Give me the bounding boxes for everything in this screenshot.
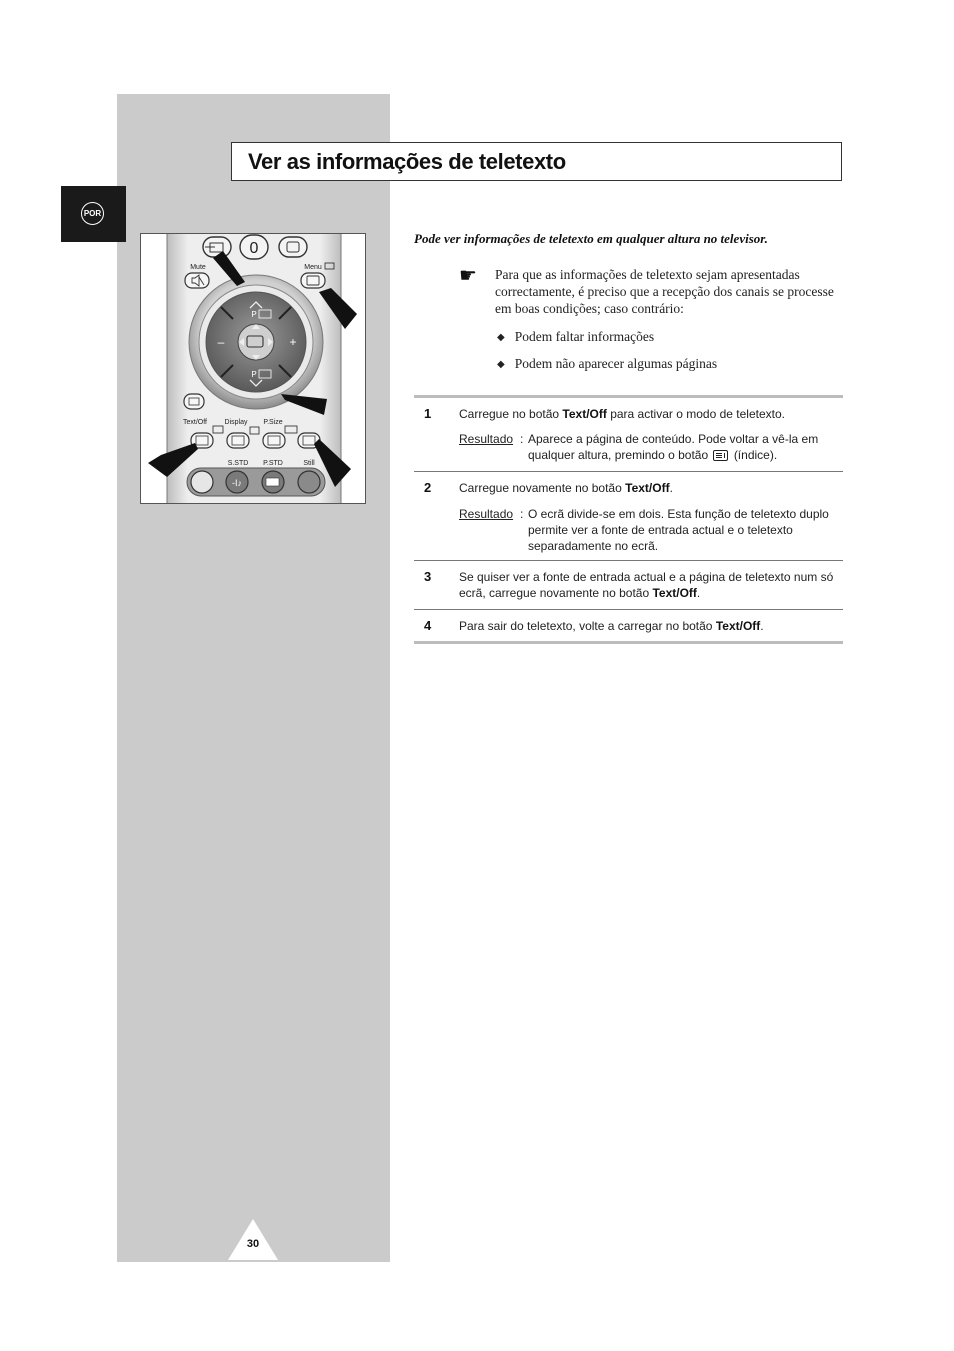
svg-text:-I♪: -I♪	[232, 478, 242, 488]
result-colon: :	[520, 507, 524, 521]
mute-button	[185, 273, 209, 288]
page-title: Ver as informações de teletexto	[248, 149, 566, 174]
mute-label: Mute	[190, 264, 206, 271]
remote-control-svg	[141, 234, 366, 504]
intro-text: Pode ver informações de teletexto em qualquer altura no televisor.	[414, 231, 768, 246]
zero-button-label: 0	[249, 240, 259, 257]
title-box	[231, 142, 842, 181]
psize-button	[263, 433, 285, 448]
display-button	[227, 433, 249, 448]
step-number: 1	[424, 406, 432, 421]
pointing-hand-icon: ☛	[459, 265, 477, 287]
remote-illustration	[140, 233, 366, 504]
sstd-label: S.STD	[227, 460, 249, 467]
step-text: Se quiser ver a fonte de entrada actual e a página de teletexto num só ecrã, carregue novamente no botão Text/Off.	[459, 570, 834, 600]
table-top-rule	[414, 395, 843, 398]
row-divider	[414, 609, 843, 610]
diamond-bullet-icon: ◆	[497, 332, 505, 343]
pstd-label: P.STD	[263, 460, 283, 467]
note-text: Para que as informações de teletexto sejam apresentadas correctamente, é preciso que a recepção dos canais se processe em boas condições; caso contrário:	[495, 267, 834, 316]
textoff-label: Text/Off	[183, 419, 207, 426]
step-number: 3	[424, 569, 432, 584]
note-bullet: ◆ Podem não aparecer algumas páginas	[497, 356, 718, 371]
result-label: Resultado	[459, 432, 514, 446]
language-badge: POR	[81, 202, 104, 225]
result-label: Resultado	[459, 507, 514, 521]
step-text: Carregue novamente no botão Text/Off.	[459, 481, 673, 495]
row-divider	[414, 471, 843, 472]
row-divider	[414, 560, 843, 561]
step-number: 2	[424, 480, 432, 495]
step-number: 4	[424, 618, 432, 633]
step-text: Carregue no botão Text/Off para activar o modo de teletexto.	[459, 407, 785, 421]
note-bullet: ◆ Podem faltar informações	[497, 329, 655, 344]
menu-label: Menu	[304, 264, 322, 271]
still-label: Still	[303, 460, 315, 467]
result-text: Aparece a página de conteúdo. Pode voltar a vê-la em qualquer altura, premindo o botão (índice).	[528, 432, 819, 462]
psize-label: P.Size	[263, 419, 283, 426]
teletext-button	[184, 394, 204, 409]
table-bottom-rule	[414, 641, 843, 644]
menu-button	[301, 273, 325, 288]
page-number: 30	[246, 1238, 260, 1250]
minus-label: –	[217, 335, 225, 349]
p-up-label: P	[251, 310, 257, 319]
p-down-label: P	[251, 370, 257, 379]
plus-label: +	[289, 335, 297, 349]
result-colon: :	[520, 432, 524, 446]
step-text: Para sair do teletexto, volte a carregar no botão Text/Off.	[459, 619, 764, 633]
language-tab	[61, 186, 126, 242]
display-label: Display	[224, 419, 248, 426]
index-icon	[713, 450, 728, 461]
diamond-bullet-icon: ◆	[497, 359, 505, 370]
result-text: O ecrã divide-se em dois. Esta função de teletexto duplo permite ver a fonte de entrada actual e o teletexto separadamente no ecrã.	[528, 507, 829, 553]
